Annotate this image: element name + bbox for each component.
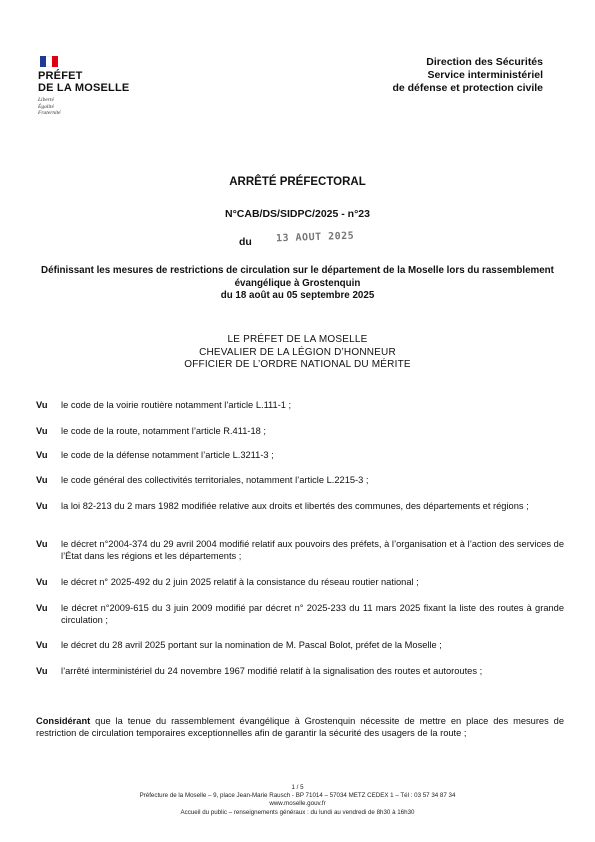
prefect-title-1: LE PRÉFET DE LA MOSELLE bbox=[227, 334, 368, 345]
decree-number: N°CAB/DS/SIDPC/2025 - n°23 bbox=[225, 208, 370, 220]
direction-line-3: de défense et protection civile bbox=[392, 82, 543, 94]
vu-text: le décret n°2004-374 du 29 avril 2004 modifié relatif aux pouvoirs des préfets, à l’organisation et à l’action des services de l’État dans les régions et les départements ; bbox=[61, 539, 564, 561]
motto-egalite: Égalité bbox=[38, 103, 54, 110]
vu-item bbox=[36, 603, 564, 626]
considerant-label: Considérant bbox=[36, 716, 91, 726]
motto-liberte: Liberté bbox=[38, 97, 54, 103]
footer-address: Préfecture de la Moselle – 9, place Jean-Marie Rausch - BP 71014 – 57034 METZ CEDEX 1 – Tél : 03 57 34 87 34 bbox=[139, 792, 456, 800]
vu-label: Vu bbox=[36, 577, 48, 587]
date-stamp: 13 AOUT 2025 bbox=[275, 230, 355, 245]
vu-item bbox=[36, 666, 564, 678]
date-prefix: du bbox=[239, 236, 252, 248]
prefect-titles bbox=[0, 334, 595, 372]
vu-text: le code de la route, notamment l’article R.411-18 ; bbox=[61, 426, 266, 436]
footer-website[interactable]: www.moselle.gouv.fr bbox=[269, 800, 326, 808]
vu-text: l’arrêté interministériel du 24 novembre 1967 modifié relatif à la signalisation des routes et autoroutes ; bbox=[61, 666, 483, 676]
vu-text: le décret n° 2025-492 du 2 juin 2025 relatif à la consistance du réseau routier national ; bbox=[61, 577, 419, 587]
vu-item bbox=[36, 501, 564, 513]
vu-label: Vu bbox=[36, 539, 48, 549]
vu-item bbox=[36, 577, 564, 589]
vu-item bbox=[36, 475, 564, 487]
direction-line-1: Direction des Sécurités bbox=[426, 56, 543, 68]
vu-label: Vu bbox=[36, 426, 48, 436]
vu-label: Vu bbox=[36, 640, 48, 650]
vu-label: Vu bbox=[36, 400, 48, 410]
vu-item bbox=[36, 400, 564, 412]
considerant-text: que la tenue du rassemblement évangélique à Grostenquin nécessite de mettre en place des mesures de restriction de circulation temporaires exceptionnelles afin de garantir la sécurité des usagers de la route ; bbox=[36, 716, 564, 738]
page-footer bbox=[0, 784, 595, 817]
vu-text: le décret n°2009-615 du 3 juin 2009 modifié par décret n° 2025-233 du 11 mars 2025 fixant la liste des routes à grande circulation ; bbox=[61, 603, 564, 625]
vu-text: la loi 82-213 du 2 mars 1982 modifiée relative aux droits et libertés des communes, des départements et régions ; bbox=[61, 501, 529, 511]
vu-label: Vu bbox=[36, 501, 48, 511]
vu-item bbox=[36, 426, 564, 438]
vu-text: le code général des collectivités territoriales, notamment l’article L.2215-3 ; bbox=[61, 475, 369, 485]
prefect-title-2: CHEVALIER DE LA LÉGION D’HONNEUR bbox=[199, 346, 396, 358]
decree-dates: du 18 août au 05 septembre 2025 bbox=[220, 290, 375, 301]
vu-text: le décret du 28 avril 2025 portant sur la nomination de M. Pascal Bolot, préfet de la Moselle ; bbox=[61, 640, 442, 650]
footer-hours: Accueil du public – renseignements généraux : du lundi au vendredi de 8h30 à 16h30 bbox=[180, 808, 415, 816]
vu-text: le code de la voirie routière notamment l’article L.111-1 ; bbox=[61, 400, 292, 410]
vu-item bbox=[36, 539, 564, 562]
page-number: 1 / 5 bbox=[291, 784, 304, 791]
french-flag-icon bbox=[40, 56, 58, 67]
prefect-title-3: OFFICIER DE L’ORDRE NATIONAL DU MÉRITE bbox=[184, 359, 411, 370]
logo-line-2: DE LA MOSELLE bbox=[38, 82, 130, 94]
motto-fraternite: Fraternité bbox=[38, 110, 61, 117]
vu-item bbox=[36, 450, 564, 462]
considerant-paragraph bbox=[36, 716, 564, 739]
direction-line-2: Service interministériel bbox=[427, 69, 543, 81]
issuing-service bbox=[392, 56, 543, 95]
logo-line-1: PRÉFET bbox=[38, 70, 83, 82]
vu-text: le code de la défense notamment l’article L.3211-3 ; bbox=[61, 450, 274, 460]
vu-label: Vu bbox=[36, 475, 48, 485]
vu-label: Vu bbox=[36, 603, 48, 613]
decree-subject-text: Définissant les mesures de restrictions de circulation sur le département de la Moselle lors du rassemblement évangélique à Grostenquin bbox=[41, 265, 554, 289]
document-title: ARRÊTÉ PRÉFECTORAL bbox=[229, 176, 366, 188]
vu-label: Vu bbox=[36, 666, 48, 676]
vu-item bbox=[36, 640, 564, 652]
decree-subject bbox=[0, 265, 595, 303]
prefecture-logo bbox=[38, 56, 158, 117]
vu-label: Vu bbox=[36, 450, 48, 460]
